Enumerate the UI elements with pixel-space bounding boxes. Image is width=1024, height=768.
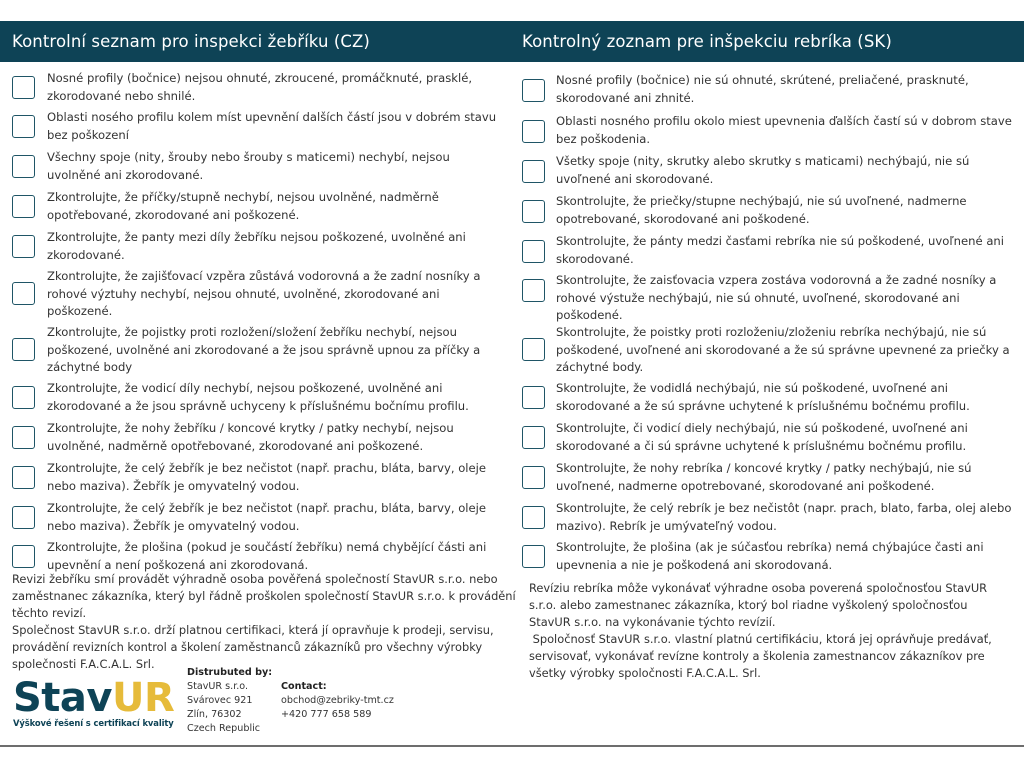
item-text: Zkontrolujte, že celý žebřík je bez nečistot (např. prachu, bláta, barvy, oleje nebo maziva). Žebřík je omyvatelný vodou.: [47, 461, 487, 493]
item-text: Nosné profily (bočnice) nie sú ohnuté, skrútené, preliačené, prasknuté, skorodované ani zhnité.: [556, 73, 969, 105]
sk-note: [529, 580, 999, 682]
checkbox[interactable]: [522, 200, 545, 223]
item-text: Skontrolujte, že poistky proti rozloženiu/zloženiu rebríka nechýbajú, nie sú poškodené, uvoľnené ani skorodované a že sú správne upevnené za priečky a záchytné body.: [556, 325, 1010, 374]
checkbox[interactable]: [522, 386, 545, 409]
contact-label: Contact:: [281, 681, 327, 692]
cz-title: Kontrolní seznam pro inspekci žebříku (CZ): [12, 32, 370, 51]
checkbox[interactable]: [522, 545, 545, 568]
checkbox[interactable]: [12, 155, 35, 178]
item-text: Oblasti noséhо profilu kolem míst upevnění dalších částí jsou v dobrém stavu bez poškození: [47, 110, 497, 142]
header-bar: [0, 21, 1024, 62]
item-text: Zkontrolujte, že zajišťovací vzpěra zůstává vodorovná a že zadní nosníky a rohové výztuhy nechybí, nejsou ohnuté, uvolněné, zkorodované ani poškozené.: [47, 269, 481, 318]
checkbox[interactable]: [522, 426, 545, 449]
item-text: Zkontrolujte, že nohy žebříku / koncové krytky / patky nechybí, nejsou uvolněné, nadměrně opotřebované, zkorodované ani poškozené.: [47, 421, 454, 453]
logo-word-primary: Stav: [13, 675, 112, 721]
checkbox[interactable]: [522, 120, 545, 143]
checkbox[interactable]: [522, 160, 545, 183]
item-text: Skontrolujte, že zaisťovacia vzpera zostáva vodorovná a že zadné nosníky a rohové výstuže nechýbajú, nie sú ohnuté, uvoľnené, skorodované ani poškodené.: [556, 273, 997, 322]
checkbox[interactable]: [12, 195, 35, 218]
item-text: Skontrolujte, že plošina (ak je súčasťou rebríka) nemá chýbajúce časti ani upevnenia a nie je poškodená ani skorodovaná.: [556, 540, 984, 572]
checkbox[interactable]: [12, 506, 35, 529]
contact-block: [281, 680, 394, 722]
checkbox[interactable]: [12, 338, 35, 361]
item-text: Skontrolujte, že vodidlá nechýbajú, nie sú poškodené, uvoľnené ani skorodované a že sú správne uchytené k príslušnému bočnému profilu.: [556, 381, 970, 413]
checkbox[interactable]: [522, 79, 545, 102]
checkbox[interactable]: [12, 115, 35, 138]
item-text: Nosné profily (bočnice) nejsou ohnuté, zkroucené, promáčknuté, prasklé, zkorodované nebo shnilé.: [47, 71, 473, 103]
distributor-line: Svárovec 921: [187, 695, 253, 706]
item-text: Skontrolujte, že pánty medzi časťami rebríka nie sú poškodené, uvoľnené ani skorodované.: [556, 234, 1005, 266]
checkbox[interactable]: [12, 426, 35, 449]
distributor-block: [187, 666, 272, 736]
checkbox[interactable]: [522, 240, 545, 263]
contact-phone[interactable]: +420 777 658 589: [281, 709, 372, 720]
item-text: Zkontrolujte, že příčky/stupně nechybí, nejsou uvolněné, nadměrně opotřebované, zkorodované ani poškozené.: [47, 190, 439, 222]
contact-email[interactable]: obchod@zebriky-tmt.cz: [281, 695, 394, 706]
sk-note-certification: Spoločnosť StavUR s.r.o. vlastní platnú certifikáciu, ktorá jej oprávňuje predávať, servisovať, vykonávať revízne kontroly a školenia zamestnancov zákazníkov pre všetky výrobky spoločnosti F.A.C.A.L. Srl.: [529, 632, 996, 680]
stavur-logo: [13, 675, 183, 728]
checkbox[interactable]: [12, 466, 35, 489]
logo-tagline: Výškové řešení s certifikací kvality: [13, 718, 174, 728]
item-text: Zkontrolujte, že pojistky proti rozložení/složení žebříku nechybí, nejsou poškozené, uvolněné ani zkorodované a že jsou správně upnou za příčky a záchytné body: [47, 325, 481, 374]
sk-title: Kontrolný zoznam pre inšpekciu rebríka (SK): [522, 32, 892, 51]
sk-note-revision: Revíziu rebríka môže vykonávať výhradne osoba poverená spoločnosťou StavUR s.r.o. alebo zamestnanec zákazníka, ktorý bol riadne vyškolený spoločnosťou StavUR s.r.o. na vykonávanie týchto revízií.: [529, 581, 988, 629]
item-text: Zkontrolujte, že panty mezi díly žebříku nejsou poškozené, uvolněné ani zkorodované.: [47, 230, 466, 262]
distributor-label: Distrubuted by:: [187, 667, 273, 678]
item-text: Skontrolujte, že nohy rebríka / koncové krytky / patky nechýbajú, nie sú uvoľnené, nadmerne opotrebované, skorodované ani poškodené.: [556, 461, 972, 493]
cz-note-revision: Revizi žebříku smí provádět výhradně osoba pověřená společností StavUR s.r.o. nebo zaměstnanec zákazníka, který byl řádně proškolen společností StavUR s.r.o. k provádění těchto revizí.: [12, 572, 516, 620]
item-text: Zkontrolujte, že celý žebřík je bez nečistot (např. prachu, bláta, barvy, oleje nebo maziva). Žebřík je omyvatelný vodou.: [47, 501, 487, 533]
item-text: Všetky spoje (nity, skrutky alebo skrutky s maticami) nechýbajú, nie sú uvoľnené ani skorodované.: [556, 154, 970, 186]
checkbox[interactable]: [12, 386, 35, 409]
checkbox[interactable]: [522, 466, 545, 489]
distributor-line: Zlín, 76302: [187, 709, 242, 720]
checkbox[interactable]: [12, 282, 35, 305]
checkbox[interactable]: [522, 279, 545, 302]
checkbox[interactable]: [12, 235, 35, 258]
checkbox[interactable]: [12, 545, 35, 568]
footer-divider: [0, 745, 1024, 747]
item-text: Zkontrolujte, že vodicí díly nechybí, nejsou poškozené, uvolněné ani zkorodované a že jsou správně uchyceny k příslušnému bočnímu profilu.: [47, 381, 469, 413]
cz-note-certification: Společnost StavUR s.r.o. drží platnou certifikaci, která jí opravňuje k prodeji, servisu, provádění revizních kontrol a školení zaměstnanců zákazníků pro všechny výrobky společnosti F.A.C.A.L. Srl.: [12, 623, 494, 671]
checkbox[interactable]: [12, 76, 35, 99]
item-text: Zkontrolujte, že plošina (pokud je součástí žebříku) nemá chybějící části ani upevnění a není poškozená ani zkorodovaná.: [47, 540, 487, 572]
logo-wordmark: [13, 675, 183, 721]
distributor-line: Czech Republic: [187, 723, 261, 734]
cz-note: [12, 571, 517, 673]
item-text: Skontrolujte, že priečky/stupne nechýbajú, nie sú uvoľnené, nadmerne opotrebované, skorodované ani poškodené.: [556, 194, 967, 226]
item-text: Oblasti nosného profilu okolo miest upevnenia ďalších častí sú v dobrom stave bez poškodenia.: [556, 114, 1012, 146]
item-text: Skontrolujte, že celý rebrík je bez nečistôt (napr. prach, blato, farba, olej alebo mazivo). Rebrík je umývateľný vodou.: [556, 501, 1012, 533]
checkbox[interactable]: [522, 338, 545, 361]
checkbox[interactable]: [522, 506, 545, 529]
logo-word-accent: UR: [112, 675, 175, 721]
item-text: Skontrolujte, či vodicí diely nechýbajú, nie sú poškodené, uvoľnené ani skorodované a či sú správne uchytené k príslušnému bočnému profilu.: [556, 421, 968, 453]
item-text: Všechny spoje (nity, šrouby nebo šrouby s maticemi) nechybí, nejsou uvolněné ani zkorodované.: [47, 150, 450, 182]
distributor-line: StavUR s.r.o.: [187, 681, 249, 692]
